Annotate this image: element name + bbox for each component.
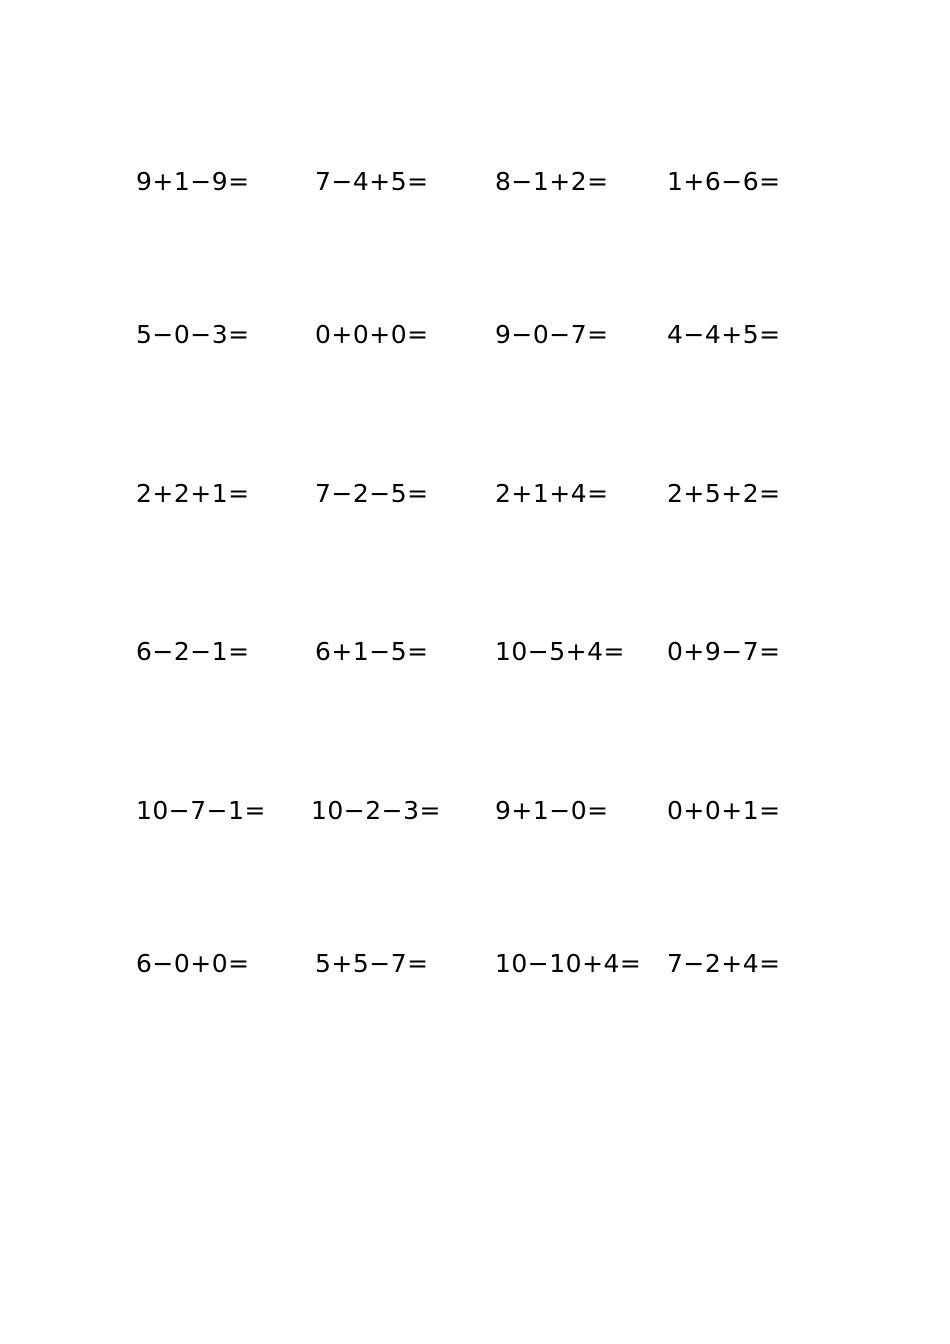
math-problem: 7−2+4= — [667, 949, 781, 978]
math-problem: 8−1+2= — [495, 167, 609, 196]
math-problem: 0+0+1= — [667, 796, 781, 825]
math-problem: 10−10+4= — [495, 949, 642, 978]
math-problem: 9+1−0= — [495, 796, 609, 825]
math-problem: 7−2−5= — [315, 479, 429, 508]
math-problem: 10−5+4= — [495, 637, 625, 666]
math-problem: 1+6−6= — [667, 167, 781, 196]
math-problem: 5−0−3= — [136, 320, 250, 349]
math-problem: 10−7−1= — [136, 796, 266, 825]
math-problem: 0+9−7= — [667, 637, 781, 666]
math-problem: 5+5−7= — [315, 949, 429, 978]
math-problem: 10−2−3= — [311, 796, 441, 825]
math-problem: 2+2+1= — [136, 479, 250, 508]
math-problem: 2+1+4= — [495, 479, 609, 508]
math-problem: 9−0−7= — [495, 320, 609, 349]
math-problem: 2+5+2= — [667, 479, 781, 508]
math-problem: 9+1−9= — [136, 167, 250, 196]
math-problem: 4−4+5= — [667, 320, 781, 349]
math-problem: 6−2−1= — [136, 637, 250, 666]
math-problem: 6+1−5= — [315, 637, 429, 666]
math-problem: 0+0+0= — [315, 320, 429, 349]
math-problem: 6−0+0= — [136, 949, 250, 978]
math-problem: 7−4+5= — [315, 167, 429, 196]
